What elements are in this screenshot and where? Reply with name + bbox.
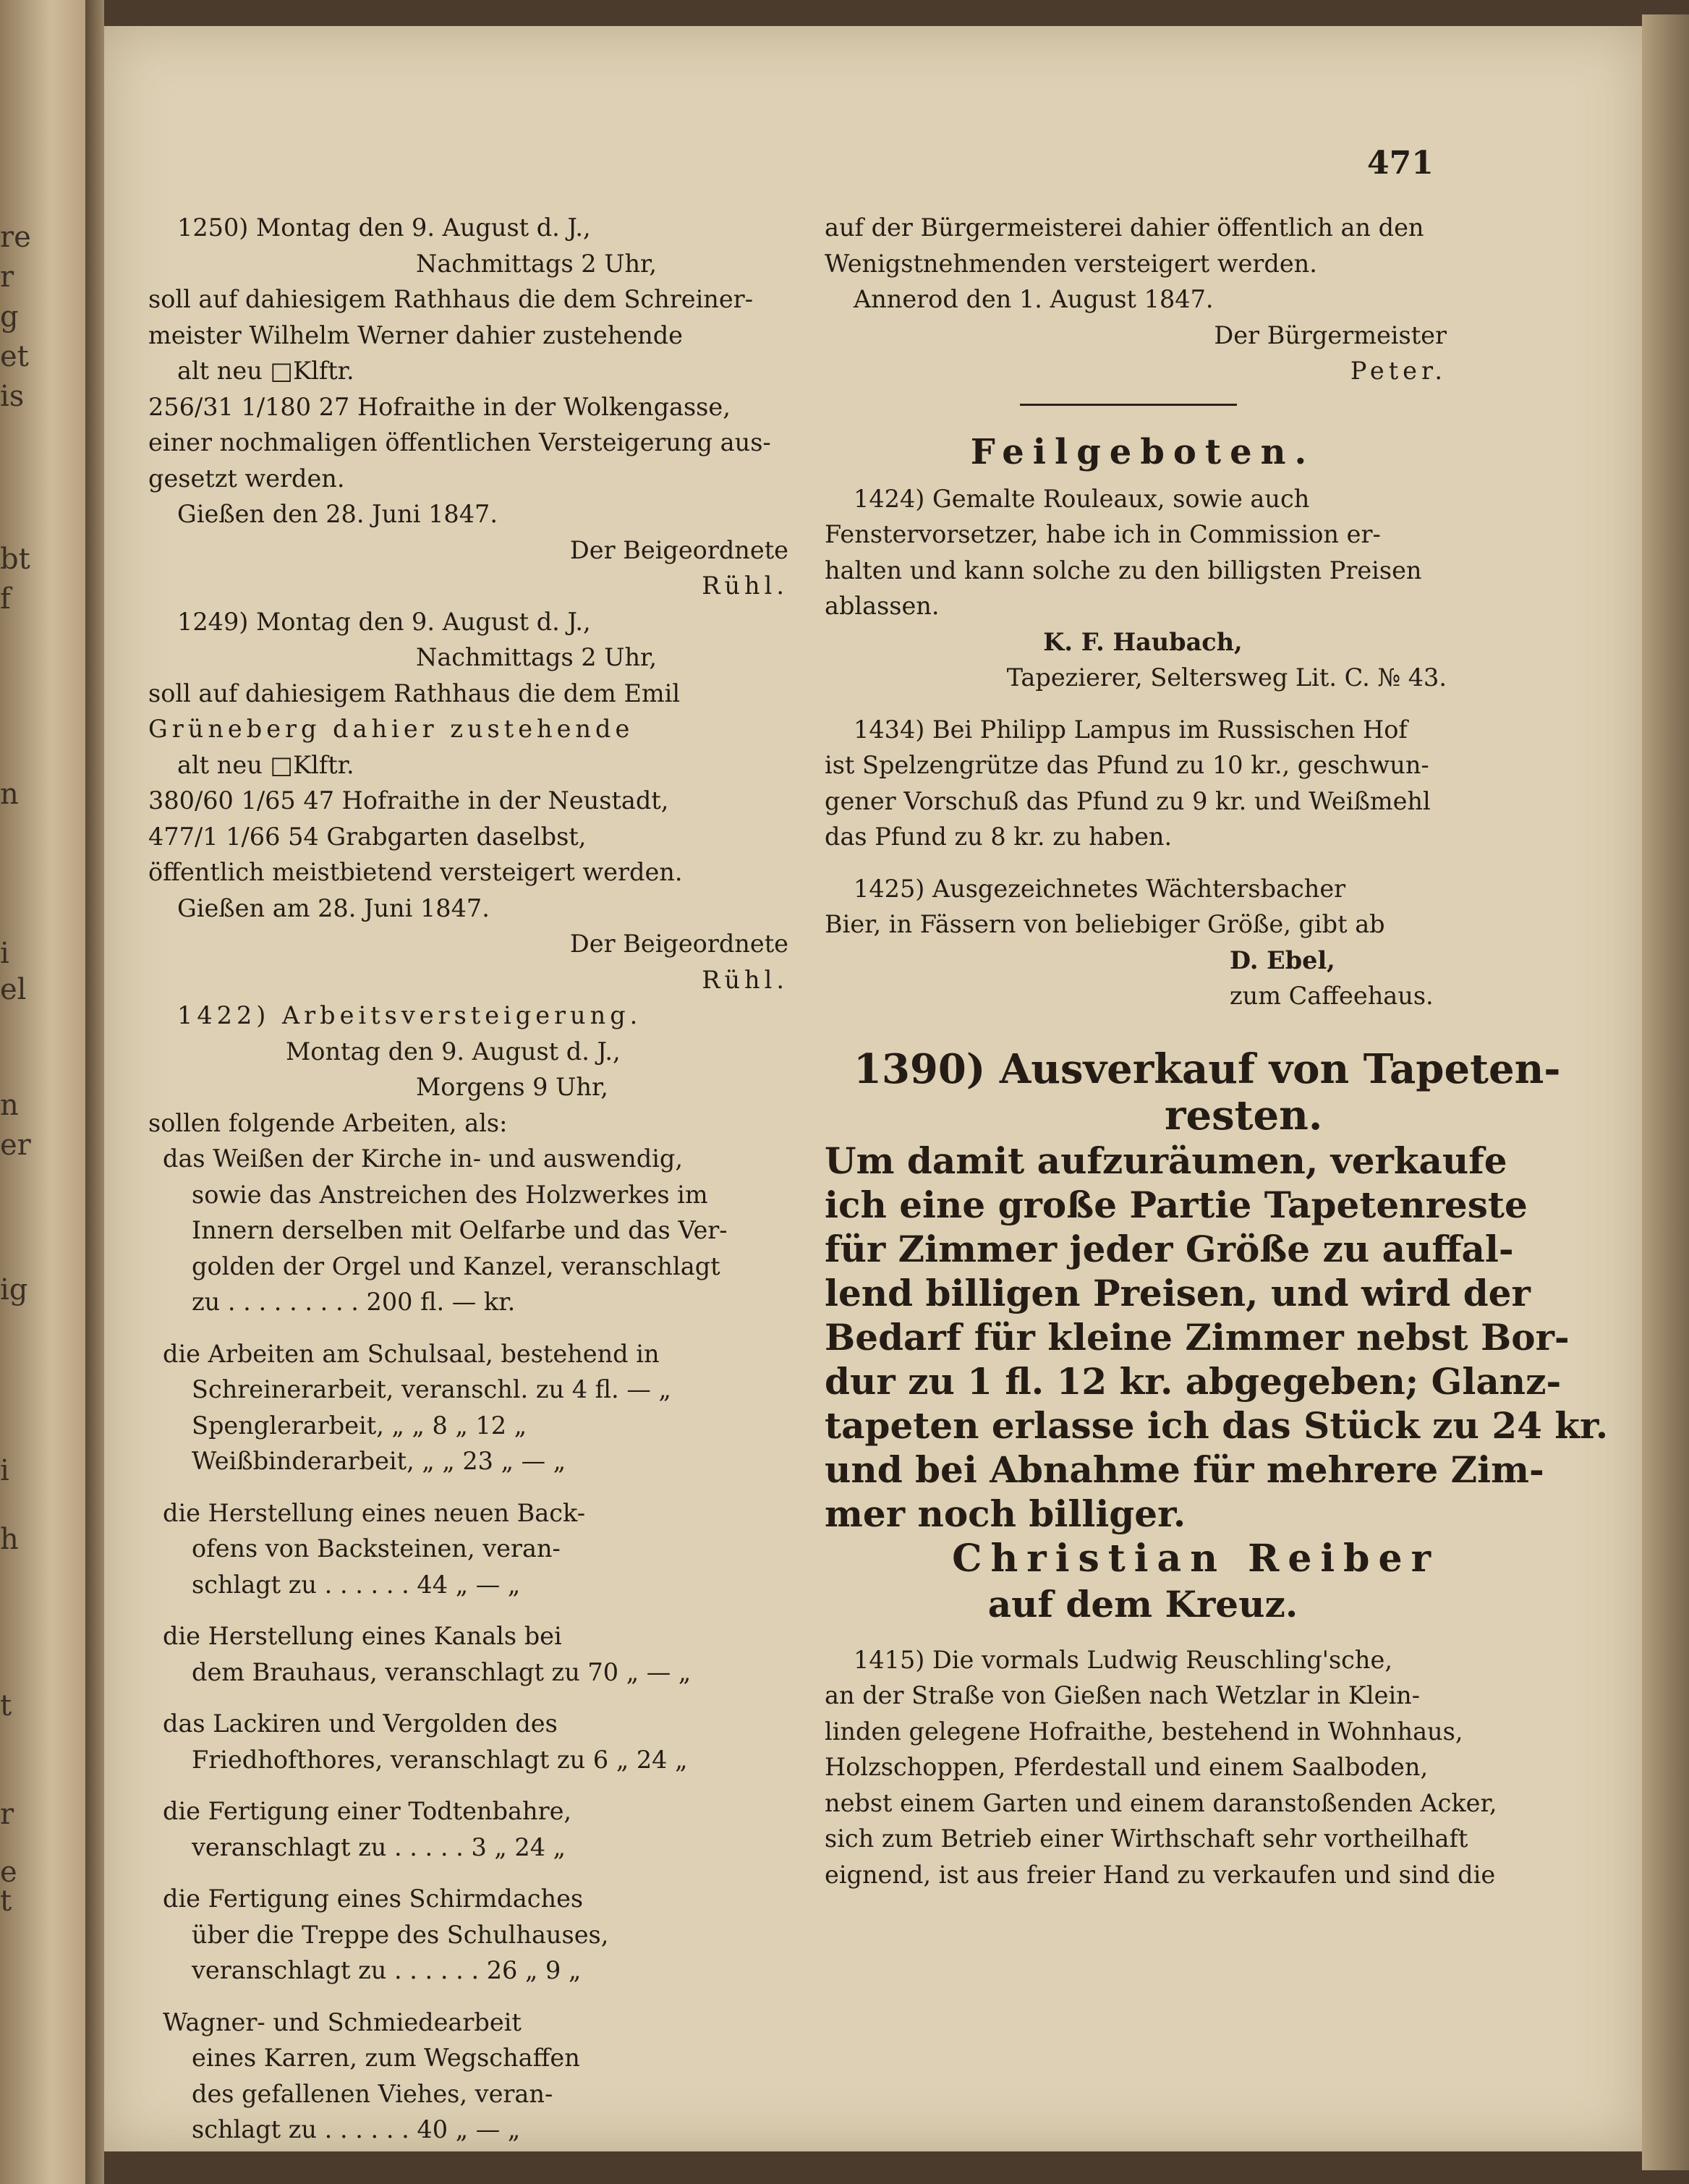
- item-line: eines Karren, zum Wegschaffen: [192, 2044, 580, 2072]
- item-line: das Weißen der Kirche in- und auswendig,: [163, 1144, 683, 1173]
- edge-fragment: e: [0, 1856, 17, 1889]
- signature-title: Der Bürgermeister: [1214, 320, 1447, 349]
- advert-title: resten.: [1165, 1091, 1323, 1139]
- page-number: 471: [1367, 145, 1434, 182]
- advert-line: dur zu 1 fl. 12 kr. abgegeben; Glanz-: [825, 1359, 1562, 1403]
- notice-line: sollen folgende Arbeiten, als:: [148, 1108, 508, 1137]
- notice-line: 1250) Montag den 9. August d. J.,: [177, 213, 591, 242]
- notice-line: Annerod den 1. August 1847.: [854, 285, 1214, 313]
- advert-line: Um damit aufzuräumen, verkaufe: [825, 1139, 1507, 1182]
- notice-1390: [825, 1045, 1609, 1626]
- notice-line: alt neu □Klftr.: [177, 750, 354, 779]
- item-line: schlagt zu . . . . . . 44 „ — „: [192, 1570, 521, 1599]
- notice-line: Morgens 9 Uhr,: [416, 1073, 608, 1101]
- work-item-2: [148, 1336, 803, 1479]
- edge-fragment: is: [0, 380, 25, 413]
- advert-title: 1390) Ausverkauf von Tapeten-: [854, 1045, 1561, 1093]
- notice-line: auf der Bürgermeisterei dahier öffentlich an den: [825, 213, 1424, 242]
- advert-line: ich eine große Partie Tapetenreste: [825, 1183, 1528, 1226]
- item-line: Weißbinderarbeit, „ „ 23 „ — „: [192, 1447, 566, 1475]
- section-divider: [1020, 404, 1237, 406]
- advert-line: lend billigen Preisen, und wird der: [825, 1271, 1531, 1314]
- edge-fragment: ig: [0, 1273, 28, 1306]
- edge-fragment: re: [0, 221, 31, 254]
- signature-name: Rühl.: [702, 965, 788, 994]
- work-item-7: [148, 1881, 803, 1989]
- notice-line: Holzschoppen, Pferdestall und einem Saalboden,: [825, 1753, 1429, 1781]
- advert-line: Bedarf für kleine Zimmer nebst Bor-: [825, 1315, 1570, 1359]
- item-line: golden der Orgel und Kanzel, veranschlagt: [192, 1252, 720, 1280]
- notice-line: Nachmittags 2 Uhr,: [416, 643, 658, 671]
- item-line: das Lackiren und Vergolden des: [163, 1709, 558, 1738]
- item-line: des gefallenen Viehes, veran-: [192, 2079, 553, 2108]
- notice-line: Wenigstnehmenden versteigert werden.: [825, 249, 1317, 278]
- notice-line: einer nochmaligen öffentlichen Versteigerung aus-: [148, 428, 771, 456]
- item-line: dem Brauhaus, veranschlagt zu 70 „ — „: [192, 1657, 692, 1686]
- merchant-address: auf dem Kreuz.: [987, 1582, 1298, 1626]
- work-item-6: [148, 1793, 803, 1865]
- edge-fragment: bt: [0, 543, 30, 576]
- item-line: schlagt zu . . . . . . 40 „ — „: [192, 2115, 521, 2143]
- edge-fragment: i: [0, 937, 9, 970]
- notice-line: 1249) Montag den 9. August d. J.,: [177, 607, 591, 636]
- item-line: veranschlagt zu . . . . . 3 „ 24 „: [192, 1832, 566, 1861]
- edge-fragment: i: [0, 1454, 9, 1487]
- notice-line: ist Spelzengrütze das Pfund zu 10 kr., geschwun-: [825, 751, 1429, 779]
- notice-line: Grüneberg dahier zustehende: [148, 715, 634, 743]
- edge-fragment: t: [0, 1689, 12, 1722]
- notice-line: soll auf dahiesigem Rathhaus die dem Schreiner-: [148, 285, 754, 313]
- notice-line: Montag den 9. August d. J.,: [286, 1037, 621, 1066]
- notice-1415: [825, 1642, 1497, 1893]
- edge-fragment: r: [0, 1798, 14, 1831]
- item-line: Schreinerarbeit, veranschl. zu 4 fl. — „: [192, 1375, 671, 1403]
- edge-fragment: el: [0, 973, 27, 1006]
- notice-1422: [148, 998, 803, 2148]
- notice-heading: 1422) Arbeitsversteigerung.: [177, 1001, 642, 1029]
- notice-line: 1425) Ausgezeichnetes Wächtersbacher: [854, 874, 1346, 903]
- notice-1425: [825, 871, 1461, 1014]
- item-line: sowie das Anstreichen des Holzwerkes im: [192, 1180, 708, 1209]
- edge-fragment: t: [0, 1885, 12, 1918]
- signature-title: Der Beigeordnete: [569, 535, 788, 564]
- notice-1424: [825, 481, 1461, 696]
- item-line: Wagner- und Schmiedearbeit: [163, 2007, 522, 2036]
- notice-line: halten und kann solche zu den billigsten Preisen: [825, 556, 1422, 585]
- item-line: Innern derselben mit Oelfarbe und das Ver-: [192, 1216, 728, 1244]
- notice-line: 477/1 1/66 54 Grabgarten daselbst,: [148, 822, 587, 851]
- notice-1434: [825, 712, 1461, 855]
- notice-line: Gießen den 28. Juni 1847.: [177, 500, 498, 528]
- advert-line: tapeten erlasse ich das Stück zu 24 kr.: [825, 1403, 1609, 1447]
- notice-line: 1424) Gemalte Rouleaux, sowie auch: [854, 484, 1310, 513]
- notice-line: 1415) Die vormals Ludwig Reuschling'sche,: [854, 1645, 1392, 1674]
- signature-name: Peter.: [1350, 357, 1447, 385]
- notice-line: 1434) Bei Philipp Lampus im Russischen Hof: [854, 715, 1408, 744]
- item-line: über die Treppe des Schulhauses,: [192, 1920, 609, 1949]
- edge-fragment: et: [0, 340, 29, 373]
- work-item-8: [148, 2005, 803, 2148]
- signature-name: Rühl.: [702, 572, 788, 600]
- edge-fragment: h: [0, 1523, 19, 1556]
- book-spine: [85, 0, 104, 2184]
- notice-continuation: [825, 210, 1461, 389]
- left-column: [148, 210, 803, 2148]
- edge-fragment: er: [0, 1129, 31, 1162]
- notice-line: ablassen.: [825, 592, 940, 620]
- merchant-address: Tapezierer, Seltersweg Lit. C. № 43.: [1006, 663, 1447, 692]
- item-line: veranschlagt zu . . . . . . 26 „ 9 „: [192, 1956, 582, 1984]
- edge-fragment: f: [0, 582, 11, 616]
- edge-fragment: n: [0, 778, 19, 811]
- work-item-1: [148, 1141, 803, 1320]
- notice-line: 380/60 1/65 47 Hofraithe in der Neustadt,: [148, 786, 669, 815]
- advert-line: und bei Abnahme für mehrere Zim-: [825, 1448, 1544, 1491]
- item-line: die Herstellung eines neuen Back-: [163, 1498, 586, 1527]
- item-line: Friedhofthores, veranschlagt zu 6 „ 24 „: [192, 1745, 688, 1774]
- section-heading: Feilgeboten.: [970, 431, 1316, 472]
- page-stack-edge: [1642, 14, 1689, 2170]
- item-line: zu . . . . . . . . . 200 fl. — kr.: [192, 1288, 516, 1316]
- work-item-5: [148, 1706, 803, 1777]
- notice-line: meister Wilhelm Werner dahier zustehende: [148, 320, 683, 349]
- notice-line: an der Straße von Gießen nach Wetzlar in Klein-: [825, 1681, 1421, 1709]
- right-column: [825, 210, 1609, 1892]
- notice-1250: [148, 210, 803, 604]
- notice-line: nebst einem Garten und einem daranstoßenden Acker,: [825, 1788, 1497, 1817]
- item-line: ofens von Backsteinen, veran-: [192, 1534, 561, 1563]
- merchant-name: K. F. Haubach,: [1043, 627, 1243, 656]
- notice-line: eignend, ist aus freier Hand zu verkaufen und sind die: [825, 1860, 1496, 1889]
- notice-line: Fenstervorsetzer, habe ich in Commission er-: [825, 520, 1381, 548]
- notice-line: Nachmittags 2 Uhr,: [416, 249, 658, 278]
- signature-title: Der Beigeordnete: [569, 930, 788, 958]
- advert-line: mer noch billiger.: [825, 1492, 1186, 1535]
- notice-line: gener Vorschuß das Pfund zu 9 kr. und Weißmehl: [825, 786, 1431, 815]
- work-item-3: [148, 1495, 803, 1603]
- item-line: die Arbeiten am Schulsaal, bestehend in: [163, 1339, 660, 1368]
- edge-fragment: n: [0, 1089, 19, 1122]
- notice-line: das Pfund zu 8 kr. zu haben.: [825, 823, 1173, 851]
- work-item-4: [148, 1618, 803, 1690]
- merchant-name: Christian Reiber: [952, 1536, 1439, 1581]
- item-line: Spenglerarbeit, „ „ 8 „ 12 „: [192, 1411, 527, 1440]
- notice-line: linden gelegene Hofraithe, bestehend in Wohnhaus,: [825, 1717, 1463, 1746]
- facing-page-edge: [0, 0, 85, 2184]
- merchant-name: D. Ebel,: [1230, 946, 1335, 974]
- notice-line: sich zum Betrieb einer Wirthschaft sehr vortheilhaft: [825, 1824, 1468, 1853]
- item-line: die Fertigung einer Todtenbahre,: [163, 1797, 572, 1825]
- notice-line: soll auf dahiesigem Rathhaus die dem Emil: [148, 679, 681, 708]
- notice-line: Gießen am 28. Juni 1847.: [177, 893, 490, 922]
- advert-line: für Zimmer jeder Größe zu auffal-: [825, 1227, 1514, 1270]
- edge-fragment: r: [0, 260, 14, 294]
- notice-line: Bier, in Fässern von beliebiger Größe, gibt ab: [825, 910, 1385, 938]
- notice-line: gesetzt werden.: [148, 464, 345, 493]
- notice-line: öffentlich meistbietend versteigert werden.: [148, 858, 683, 886]
- item-line: die Fertigung eines Schirmdaches: [163, 1885, 584, 1913]
- merchant-address: zum Caffeehaus.: [1230, 982, 1434, 1010]
- notice-line: 256/31 1/180 27 Hofraithe in der Wolkengasse,: [148, 392, 731, 421]
- notice-line: alt neu □Klftr.: [177, 357, 354, 385]
- notice-1249: [148, 604, 803, 998]
- item-line: die Herstellung eines Kanals bei: [163, 1622, 562, 1650]
- edge-fragment: g: [0, 300, 19, 333]
